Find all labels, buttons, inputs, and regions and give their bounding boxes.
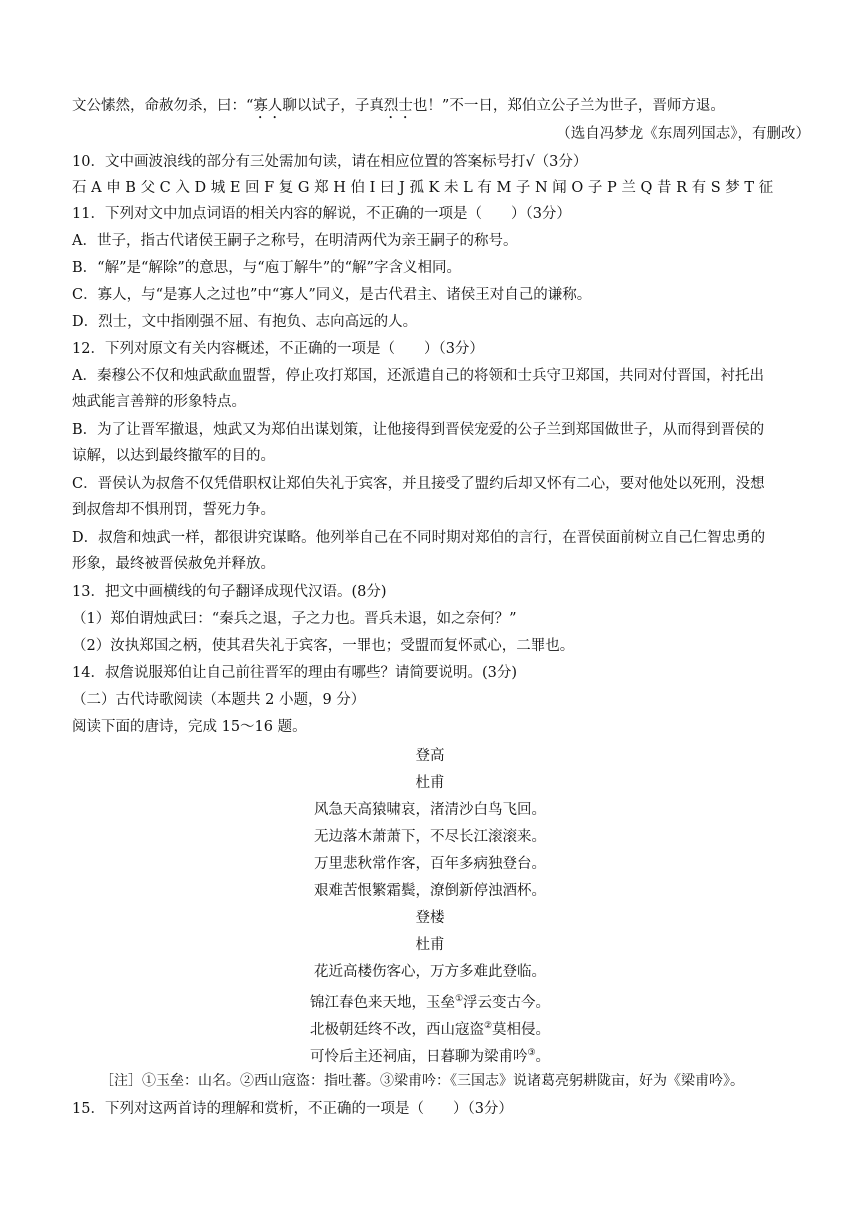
dotted-word-shi: 士 — [398, 98, 413, 114]
q11-option-d: D．烈士，文中指刚强不屈、有抱负、志向高远的人。 — [72, 314, 418, 330]
poem1-line: 万里悲秋常作客，百年多病独登台。 — [314, 856, 546, 872]
poem2-title: 登楼 — [415, 910, 445, 926]
q12-option-c-line2: 到叔詹却不惧刑罚，誓死力争。 — [72, 502, 275, 518]
passage-ending — [72, 96, 800, 122]
dotted-word-gua: 寡 — [253, 98, 268, 114]
q10-text: 石 A 申 B 父 C 入 D 城 E 回 F 复 G 郑 H 伯 I 曰 J 孤 K 未 L 有 M 子 N 闻 O 子 P 兰 Q 昔 R 有 S 梦 T 征 — [72, 180, 774, 196]
poem2-text: 浮云变古今。 — [463, 994, 551, 1011]
q14-stem: 14．叔詹说服郑伯让自己前往晋军的理由有哪些？请简要说明。(3分) — [72, 665, 517, 681]
poem2-line — [72, 1016, 788, 1040]
poem-notes: ［注］①玉垒：山名。②西山寇盗：指吐蕃。③梁甫吟：《三国志》说诸葛亮躬耕陇亩，好为《梁甫吟》。 — [100, 1073, 744, 1089]
q11-stem: 11．下列对文中加点词语的相关内容的解说，不正确的一项是（ ）（3分） — [72, 206, 571, 222]
poem2-text: 莫相侵。 — [492, 1021, 551, 1038]
q13-stem: 13．把文中画横线的句子翻译成现代汉语。(8分) — [72, 584, 387, 600]
footnote-marker: ① — [454, 994, 464, 1004]
poem1-title: 登高 — [415, 748, 445, 764]
poem1-line: 无边落木萧萧下，不尽长江滚滚来。 — [314, 829, 546, 845]
q12-stem: 12．下列对原文有关内容概述，不正确的一项是（ ）（3分） — [72, 341, 484, 357]
poem1-author: 杜甫 — [415, 775, 445, 791]
q12-option-c-line1: C．晋侯认为叔詹不仅凭借职权让郑伯失礼于宾客，并且接受了盟约后却又怀有二心，要对他处以死刑，没想 — [72, 476, 765, 492]
q12-option-d-line1: D．叔詹和烛武一样，都很讲究谋略。他列举自己在不同时期对郑伯的言行，在晋侯面前树立自己仁智忠勇的 — [72, 530, 766, 546]
q12-option-a-line2: 烛武能言善辩的形象特点。 — [72, 394, 246, 410]
q15-stem: 15．下列对这两首诗的理解和赏析，不正确的一项是（ ）（3分） — [72, 1101, 513, 1117]
poem1-line: 风急天高猿啸哀，渚清沙白鸟飞回。 — [314, 802, 546, 818]
poem2-text: 北极朝廷终不改，西山寇盗 — [309, 1021, 484, 1038]
poem2-line: 花近高楼伤客心，万方多难此登临。 — [314, 964, 546, 980]
reading-intro: 阅读下面的唐诗，完成 15～16 题。 — [72, 719, 307, 735]
q13-sentence-1: （1）郑伯谓烛武曰：“秦兵之退，子之力也。晋兵未退，如之奈何？” — [72, 611, 517, 627]
footnote-marker: ③ — [527, 1048, 536, 1058]
poem2-line — [72, 1043, 788, 1067]
passage-text: 聊以试子，子真 — [282, 98, 384, 114]
poem2-text: 可怜后主还祠庙，日暮聊为梁甫吟 — [309, 1048, 528, 1065]
q11-option-c: C．寡人，与“是寡人之过也”中“寡人”同义，是古代君主、诸侯王对自己的谦称。 — [72, 287, 592, 303]
q12-option-a-line1: A．秦穆公不仅和烛武歃血盟誓，停止攻打郑国，还派遣自己的将领和士兵守卫郑国，共同对付晋国，衬托出 — [72, 368, 764, 384]
dotted-word-ren: 人 — [267, 98, 283, 114]
q13-sentence-2: （2）汝执郑国之柄，使其君失礼于宾客，一罪也；受盟而复怀贰心，二罪也。 — [72, 638, 575, 654]
source-citation: （选自冯梦龙《东周列国志》，有删改） — [556, 126, 810, 142]
section-heading: （二）古代诗歌阅读（本题共 2 小题，9 分） — [72, 692, 366, 708]
footnote-marker: ② — [483, 1021, 493, 1031]
q12-option-d-line2: 形象，最终被晋侯赦免并释放。 — [72, 556, 275, 572]
q12-option-b-line1: B．为了让晋军撤退，烛武又为郑伯出谋划策，让他接得到晋侯宠爱的公子兰到郑国做世子，从而得到晋侯的 — [72, 422, 765, 438]
passage-text: 也！”不一日，郑伯立公子兰为世子，晋师方退。 — [412, 98, 725, 114]
q11-option-a: A．世子，指古代诸侯王嗣子之称号，在明清两代为亲王嗣子的称号。 — [72, 233, 518, 249]
dotted-word-lie: 烈 — [383, 98, 399, 114]
q11-option-b: B．“解”是“解除”的意思，与“庖丁解牛”的“解”字含义相同。 — [72, 260, 461, 276]
poem2-text: 锦江春色来天地，玉垒 — [309, 994, 455, 1011]
q10-stem: 10．文中画波浪线的部分有三处需加句读，请在相应位置的答案标号打√（3分） — [72, 154, 588, 170]
q12-option-b-line2: 谅解，以达到最终撤军的目的。 — [72, 448, 275, 464]
poem2-text: 。 — [535, 1048, 551, 1065]
poem2-author: 杜甫 — [415, 937, 445, 953]
poem2-line — [72, 989, 788, 1013]
passage-text: 文公愫然，命赦勿杀，曰：“ — [72, 98, 254, 114]
poem1-line: 艰难苦恨繁霜鬓，潦倒新停浊酒杯。 — [314, 883, 546, 899]
